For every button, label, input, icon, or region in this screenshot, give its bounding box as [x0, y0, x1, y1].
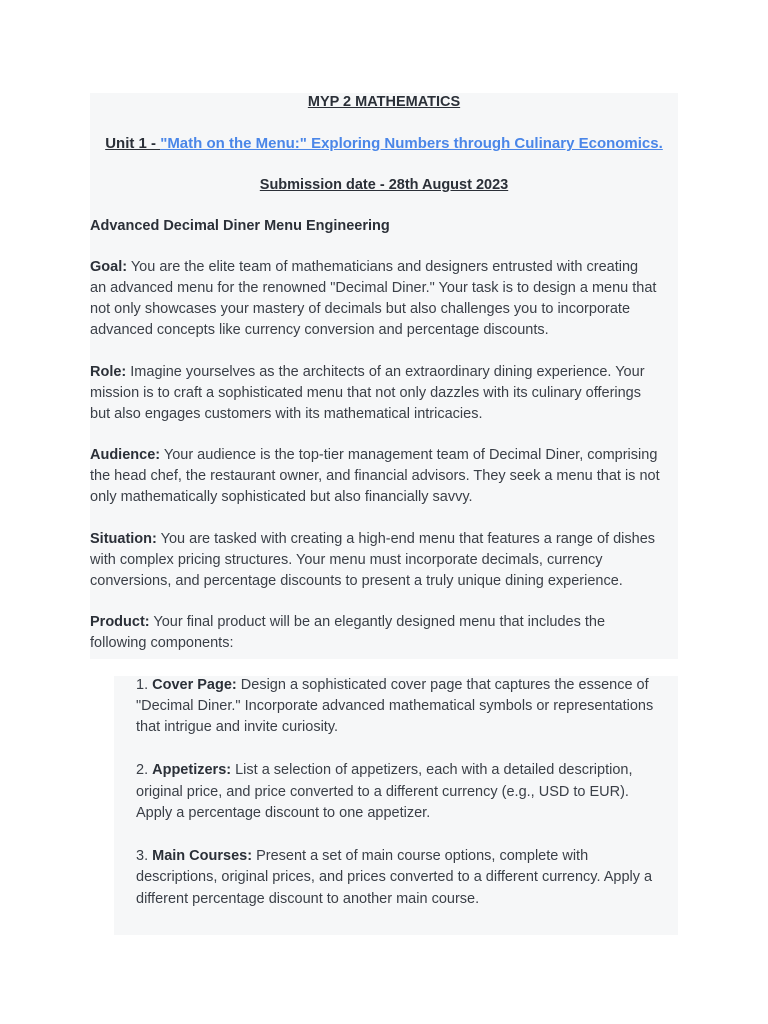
- situation-line-1: Situation: You are tasked with creating a high-end menu that features a range of dishes: [90, 531, 656, 547]
- submission-date: Submission date - 28th August 2023: [259, 177, 509, 193]
- role-label: Role:: [90, 364, 127, 380]
- component-3-line-3: different percentage discount to another main course.: [136, 891, 480, 907]
- audience-line-3: only mathematically sophisticated but also financially savvy.: [90, 489, 473, 505]
- role-line-1: Role: Imagine yourselves as the architects of an extraordinary dining experience. Your: [90, 364, 645, 380]
- unit-prefix: Unit 1 -: [105, 135, 161, 152]
- unit-title-link[interactable]: "Math on the Menu:" Exploring Numbers through Culinary Economics.: [160, 135, 663, 152]
- component-2-label: Appetizers:: [152, 762, 232, 778]
- component-3-line-1: 3. Main Courses: Present a set of main course options, complete with: [136, 848, 589, 864]
- course-title: MYP 2 MATHEMATICS: [307, 94, 461, 110]
- audience-line-2: the head chef, the restaurant owner, and financial advisors. They seek a menu that is not: [90, 468, 660, 484]
- goal-line-4: advanced concepts like currency conversion and percentage discounts.: [90, 322, 549, 338]
- component-1-line-3: that intrigue and invite curiosity.: [136, 719, 339, 735]
- role-line-2: mission is to craft a sophisticated menu that not only dazzles with its culinary offerings: [90, 385, 641, 401]
- role-line-3: but also engages customers with its mathematical intricacies.: [90, 406, 483, 422]
- product-line-1: Product: Your final product will be an elegantly designed menu that includes the: [90, 614, 606, 630]
- component-3-line-2: descriptions, original prices, and prices converted to a different currency. Apply a: [136, 869, 653, 885]
- audience-line-1: Audience: Your audience is the top-tier management team of Decimal Diner, comprising: [90, 447, 658, 463]
- product-label: Product:: [90, 614, 150, 630]
- task-title: Advanced Decimal Diner Menu Engineering: [90, 218, 390, 234]
- audience-label: Audience:: [90, 447, 161, 463]
- component-1-label: Cover Page:: [152, 677, 237, 693]
- goal-label: Goal:: [90, 259, 128, 275]
- component-2-line-3: Apply a percentage discount to one appetizer.: [136, 805, 431, 821]
- component-1-line-1: 1. Cover Page: Design a sophisticated cover page that captures the essence of: [136, 677, 649, 693]
- goal-line-2: an advanced menu for the renowned "Decimal Diner." Your task is to design a menu that: [90, 280, 657, 296]
- situation-line-2: with complex pricing structures. Your menu must incorporate decimals, currency: [90, 552, 603, 568]
- unit-heading: [90, 133, 678, 154]
- component-2-line-2: original price, and price converted to a different currency (e.g., USD to EUR).: [136, 784, 629, 800]
- goal-line-3: not only showcases your mastery of decimals but also challenges you to incorporate: [90, 301, 631, 317]
- component-2-line-1: 2. Appetizers: List a selection of appetizers, each with a detailed description,: [136, 762, 633, 778]
- situation-label: Situation:: [90, 531, 157, 547]
- component-3-label: Main Courses:: [152, 848, 253, 864]
- product-line-2: following components:: [90, 635, 234, 651]
- situation-line-3: conversions, and percentage discounts to present a truly unique dining experience.: [90, 573, 623, 589]
- component-1-line-2: "Decimal Diner." Incorporate advanced mathematical symbols or representations: [136, 698, 654, 714]
- goal-line-1: Goal: You are the elite team of mathematicians and designers entrusted with creating: [90, 259, 639, 275]
